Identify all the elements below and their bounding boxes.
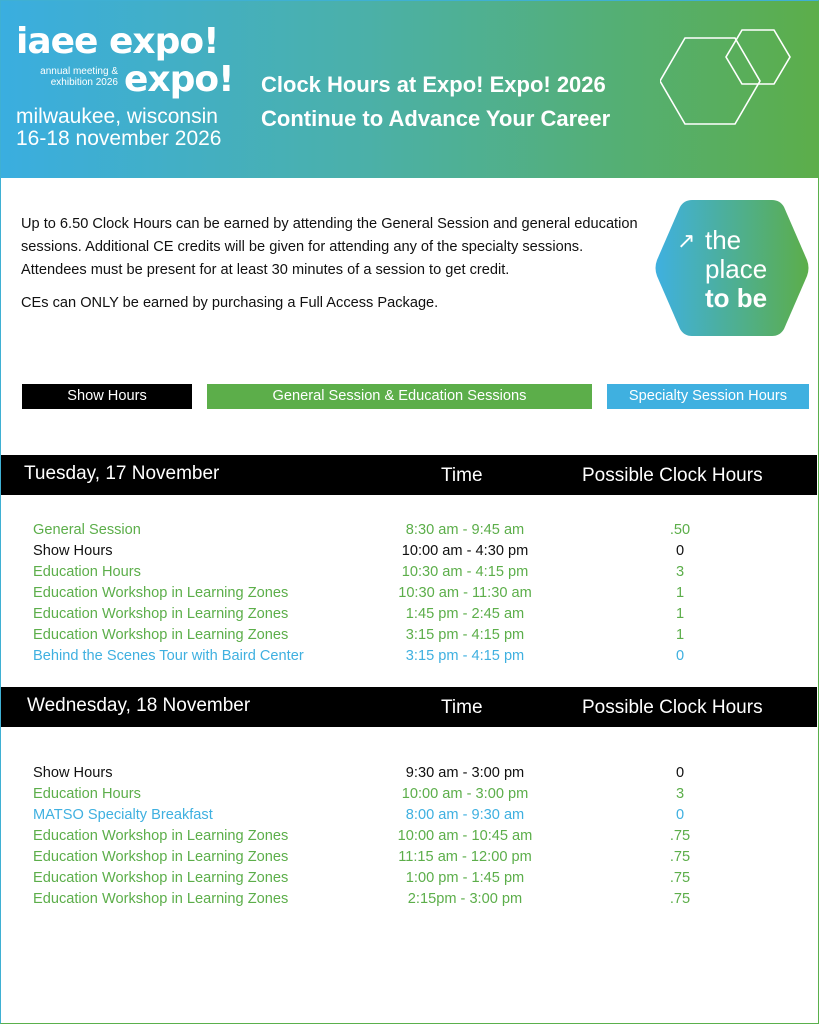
table-row	[0, 541, 819, 562]
session-name: Education Workshop in Learning Zones	[33, 828, 289, 844]
logo-line2: expo!	[124, 59, 234, 100]
session-time: 3:15 pm - 4:15 pm	[405, 648, 525, 664]
session-name: Education Workshop in Learning Zones	[33, 606, 289, 622]
time-column-header: Time	[441, 697, 483, 718]
session-time: 11:15 am - 12:00 pm	[398, 849, 532, 865]
legend-general-sessions: General Session & Education Sessions	[207, 384, 592, 409]
session-hours: .50	[669, 522, 691, 538]
session-name: Education Workshop in Learning Zones	[33, 849, 289, 865]
session-name: Education Workshop in Learning Zones	[33, 891, 289, 907]
session-time: 2:15pm - 3:00 pm	[407, 891, 523, 907]
hexagon-decoration-icon	[660, 26, 800, 136]
session-name: Behind the Scenes Tour with Baird Center	[33, 648, 304, 664]
table-row	[0, 646, 819, 667]
table-row	[0, 889, 819, 910]
table-row	[0, 520, 819, 541]
day-header-tuesday	[0, 455, 817, 495]
intro-paragraph: Up to 6.50 Clock Hours can be earned by attending the General Session and general education sessions. Additional CE credits will be given for attending any of the specialty sessions. Attendees must be present for at least 30 minutes of a session to get credit.	[21, 216, 638, 278]
session-name: Show Hours	[33, 765, 113, 781]
session-time: 10:30 am - 11:30 am	[398, 585, 532, 601]
session-hours: 0	[675, 543, 685, 559]
session-hours: 1	[675, 606, 685, 622]
session-time: 3:15 pm - 4:15 pm	[405, 627, 525, 643]
session-time: 10:00 am - 10:45 am	[397, 828, 533, 844]
session-name: Education Workshop in Learning Zones	[33, 585, 289, 601]
session-hours: 0	[675, 807, 685, 823]
session-hours: .75	[669, 828, 691, 844]
badge-line2: place	[705, 254, 768, 284]
session-time: 9:30 am - 3:00 pm	[405, 765, 525, 781]
table-row	[0, 625, 819, 646]
session-name: Education Hours	[33, 786, 141, 802]
table-row	[0, 583, 819, 604]
badge-line3: to be	[705, 283, 768, 313]
session-name: Education Workshop in Learning Zones	[33, 627, 289, 643]
logo-line1: iaee expo!	[16, 21, 219, 62]
logo-dates: 16-18 november 2026	[16, 127, 222, 150]
session-hours: 0	[675, 648, 685, 664]
session-time: 10:30 am - 4:15 pm	[401, 564, 529, 580]
day-title: Tuesday, 17 November	[24, 463, 220, 484]
session-hours: 1	[675, 585, 685, 601]
session-name: Show Hours	[33, 543, 113, 559]
session-time: 8:30 am - 9:45 am	[405, 522, 525, 538]
table-row	[0, 604, 819, 625]
session-time: 1:45 pm - 2:45 am	[405, 606, 525, 622]
badge-line1: the	[705, 225, 742, 255]
hours-column-header: Possible Clock Hours	[582, 697, 763, 718]
legend-show-hours: Show Hours	[22, 384, 192, 409]
session-name: Education Hours	[33, 564, 141, 580]
session-time: 1:00 pm - 1:45 pm	[405, 870, 525, 886]
table-row	[0, 805, 819, 826]
arrow-icon: ↗	[677, 228, 696, 253]
day-header-wednesday	[0, 687, 817, 727]
logo-city: milwaukee, wisconsin	[16, 105, 218, 128]
time-column-header: Time	[441, 465, 483, 486]
legend-specialty-sessions: Specialty Session Hours	[607, 384, 809, 409]
session-time: 10:00 am - 4:30 pm	[401, 543, 529, 559]
session-hours: 3	[675, 786, 685, 802]
table-row	[0, 562, 819, 583]
session-time: 10:00 am - 3:00 pm	[401, 786, 529, 802]
header-banner	[0, 0, 819, 178]
table-row	[0, 847, 819, 868]
day-title: Wednesday, 18 November	[27, 695, 251, 716]
session-name: General Session	[33, 522, 141, 538]
session-hours: .75	[669, 849, 691, 865]
page-title	[261, 68, 610, 136]
table-row	[0, 784, 819, 805]
session-hours: 3	[675, 564, 685, 580]
title-line2: Continue to Advance Your Career	[261, 106, 611, 131]
title-line1: Clock Hours at Expo! Expo! 2026	[261, 72, 606, 97]
session-hours: 1	[675, 627, 685, 643]
table-row	[0, 826, 819, 847]
session-name: Education Workshop in Learning Zones	[33, 870, 289, 886]
session-name: MATSO Specialty Breakfast	[33, 807, 213, 823]
session-hours: .75	[669, 891, 691, 907]
intro-text	[21, 213, 651, 315]
table-row	[0, 868, 819, 889]
intro-note: CEs can ONLY be earned by purchasing a Full Access Package.	[21, 295, 439, 311]
session-hours: 0	[675, 765, 685, 781]
badge-text	[677, 225, 768, 313]
logo-subtitle: annual meeting & exhibition 2026	[40, 66, 118, 88]
session-time: 8:00 am - 9:30 am	[405, 807, 525, 823]
hours-column-header: Possible Clock Hours	[582, 465, 763, 486]
session-hours: .75	[669, 870, 691, 886]
table-row	[0, 763, 819, 784]
